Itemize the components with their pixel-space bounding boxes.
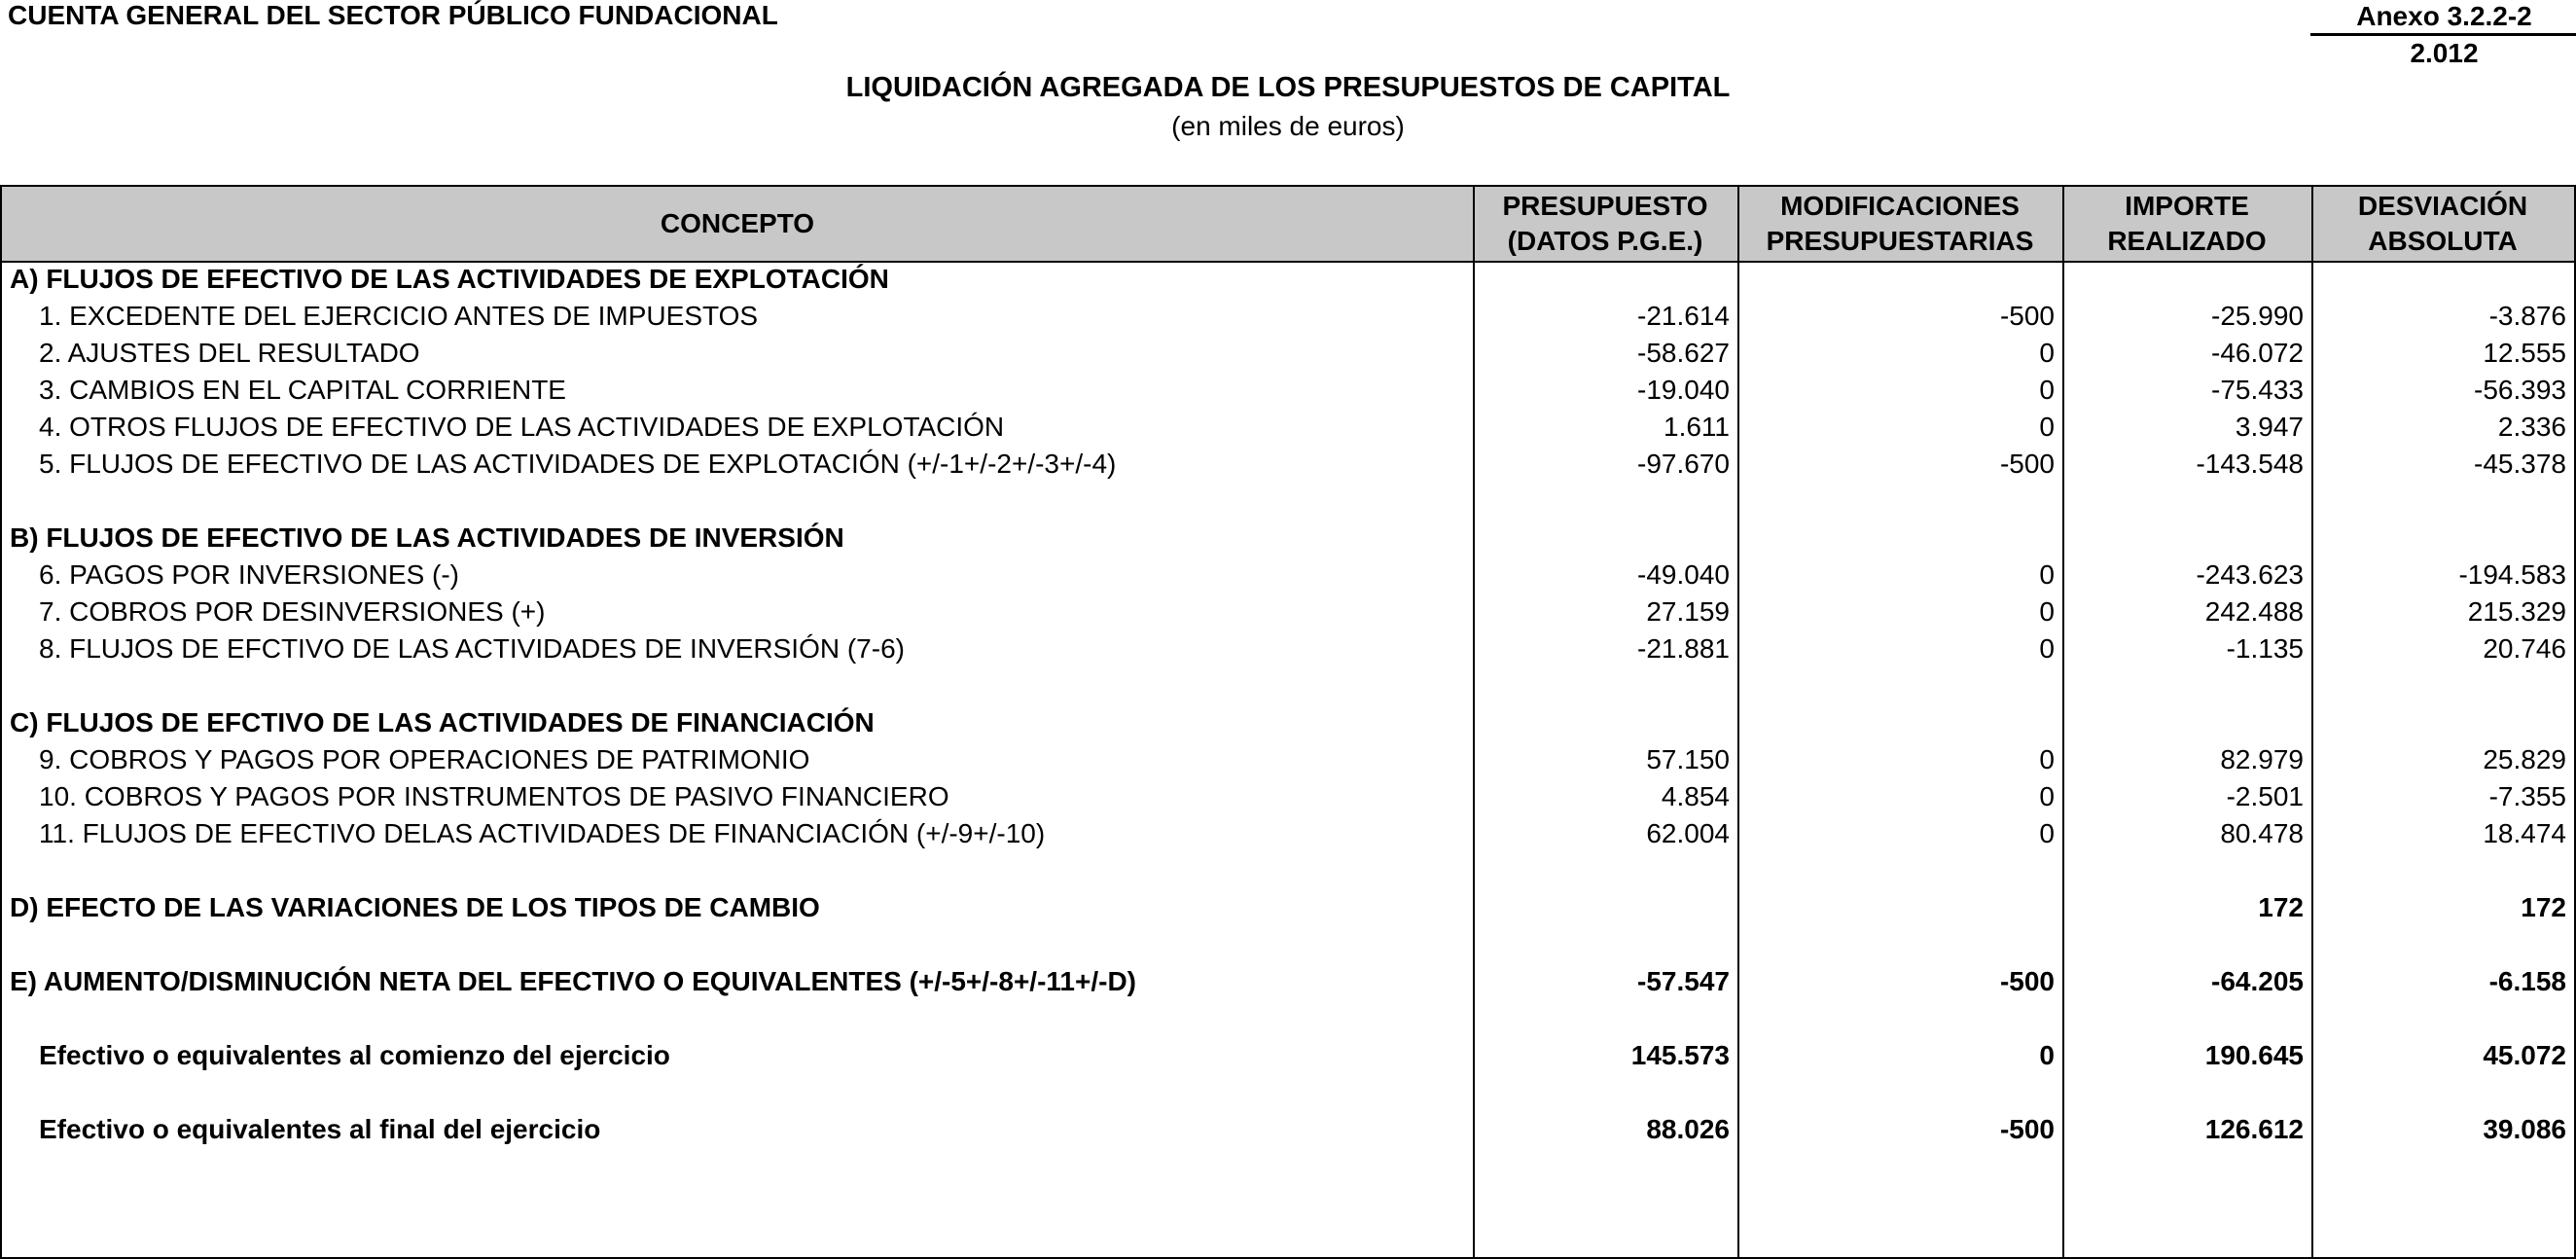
header-importe-line1: IMPORTE (2125, 191, 2249, 221)
cell-importe: 172 (2258, 892, 2304, 922)
entity-title: CUENTA GENERAL DEL SECTOR PÚBLICO FUNDACIONAL (8, 0, 778, 30)
table-row (2, 335, 2574, 372)
cell-modificaciones: 0 (2039, 1040, 2055, 1070)
cell-concepto: C) FLUJOS DE EFCTIVO DE LAS ACTIVIDADES DE FINANCIACIÓN (10, 707, 875, 737)
table-row (2, 594, 2574, 630)
cell-concepto: 10. COBROS Y PAGOS POR INSTRUMENTOS DE PASIVO FINANCIERO (39, 781, 949, 811)
table-row (2, 1111, 2574, 1148)
cell-modificaciones (1737, 1000, 2055, 1037)
cell-importe: -143.548 (2196, 449, 2304, 479)
cell-concepto: A) FLUJOS DE EFECTIVO DE LAS ACTIVIDADES DE EXPLOTACIÓN (10, 264, 889, 294)
cell-presupuesto: 145.573 (1630, 1040, 1730, 1070)
cell-importe (2062, 667, 2304, 704)
budget-table (0, 185, 2576, 1259)
cell-desviacion (2311, 520, 2566, 557)
cell-modificaciones: 0 (2039, 338, 2055, 368)
table-row (2, 815, 2574, 852)
cell-importe: -64.205 (2211, 966, 2304, 996)
page-subtitle: (en miles de euros) (1171, 111, 1405, 141)
cell-desviacion (2311, 704, 2566, 741)
cell-modificaciones (1737, 520, 2055, 557)
table-row (2, 446, 2574, 483)
cell-desviacion: -6.158 (2488, 966, 2566, 996)
cell-modificaciones (1737, 852, 2055, 889)
cell-modificaciones: -500 (1999, 449, 2055, 479)
cell-modificaciones: 0 (2039, 744, 2055, 774)
header-desviacion (2311, 187, 2574, 261)
header-concepto (2, 187, 1473, 261)
cell-presupuesto: -49.040 (1637, 559, 1730, 590)
fiscal-year: 2.012 (2410, 38, 2479, 68)
table-row (2, 889, 2574, 926)
cell-concepto: B) FLUJOS DE EFECTIVO DE LAS ACTIVIDADES DE INVERSIÓN (10, 522, 844, 553)
cell-importe (2062, 926, 2304, 963)
cell-desviacion: -7.355 (2488, 781, 2566, 811)
cell-presupuesto: 88.026 (1646, 1114, 1730, 1144)
table-row (2, 298, 2574, 335)
cell-importe: 80.478 (2220, 818, 2304, 848)
header-concepto-label: CONCEPTO (660, 208, 815, 238)
cell-importe (2062, 520, 2304, 557)
cell-desviacion: 39.086 (2483, 1114, 2566, 1144)
table-row (2, 557, 2574, 594)
header-modificaciones-line1: MODIFICACIONES (1780, 191, 2020, 221)
header-importe-line2: REALIZADO (2107, 226, 2267, 256)
cell-presupuesto (1473, 1074, 1730, 1111)
cell-concepto: 11. FLUJOS DE EFECTIVO DELAS ACTIVIDADES DE FINANCIACIÓN (+/-9+/-10) (39, 818, 1046, 848)
cell-presupuesto: -21.614 (1637, 301, 1730, 331)
table-row (2, 926, 2574, 963)
cell-modificaciones: 0 (2039, 412, 2055, 442)
cell-desviacion: -45.378 (2474, 449, 2566, 479)
cell-importe: -75.433 (2211, 375, 2304, 405)
cell-modificaciones (1737, 926, 2055, 963)
cell-importe (2062, 1074, 2304, 1111)
annex-label: Anexo 3.2.2-2 (2356, 1, 2532, 31)
cell-importe: -2.501 (2226, 781, 2304, 811)
cell-presupuesto (1473, 852, 1730, 889)
header-presupuesto-line2: (DATOS P.G.E.) (1507, 226, 1703, 256)
table-row (2, 1037, 2574, 1074)
cell-modificaciones (1737, 667, 2055, 704)
cell-presupuesto (1473, 667, 1730, 704)
cell-importe (2062, 483, 2304, 520)
cell-importe (2062, 1000, 2304, 1037)
cell-desviacion: 215.329 (2467, 596, 2566, 627)
cell-concepto: 4. OTROS FLUJOS DE EFECTIVO DE LAS ACTIVIDADES DE EXPLOTACIÓN (39, 412, 1005, 442)
cell-importe: -1.135 (2226, 633, 2304, 664)
cell-presupuesto: -97.670 (1637, 449, 1730, 479)
table-row (2, 963, 2574, 1000)
cell-presupuesto (1473, 483, 1730, 520)
cell-presupuesto: -21.881 (1637, 633, 1730, 664)
annex-box (2310, 0, 2576, 71)
cell-desviacion: 25.829 (2483, 744, 2566, 774)
cell-presupuesto (1473, 261, 1730, 298)
header-modificaciones (1737, 187, 2062, 261)
table-row (2, 1074, 2574, 1111)
cell-importe: 82.979 (2220, 744, 2304, 774)
cell-modificaciones: -500 (1999, 966, 2055, 996)
cell-desviacion (2311, 852, 2566, 889)
cell-modificaciones (1737, 889, 2055, 926)
cell-presupuesto: 4.854 (1661, 781, 1730, 811)
table-row (2, 667, 2574, 704)
header-presupuesto-line1: PRESUPUESTO (1502, 191, 1708, 221)
cell-desviacion (2311, 1000, 2566, 1037)
cell-presupuesto (1473, 520, 1730, 557)
cell-desviacion: -56.393 (2474, 375, 2566, 405)
table-row (2, 630, 2574, 667)
cell-presupuesto: 27.159 (1646, 596, 1730, 627)
cell-desviacion: -194.583 (2458, 559, 2566, 590)
table-row (2, 852, 2574, 889)
cell-concepto: 7. COBROS POR DESINVERSIONES (+) (39, 596, 546, 627)
cell-concepto: Efectivo o equivalentes al comienzo del ejercicio (39, 1040, 670, 1070)
cell-concepto: 9. COBROS Y PAGOS POR OPERACIONES DE PATRIMONIO (39, 744, 810, 774)
cell-modificaciones (1737, 704, 2055, 741)
table-row (2, 372, 2574, 409)
cell-desviacion (2311, 667, 2566, 704)
cell-modificaciones: 0 (2039, 559, 2055, 590)
cell-concepto: 5. FLUJOS DE EFECTIVO DE LAS ACTIVIDADES DE EXPLOTACIÓN (+/-1+/-2+/-3+/-4) (39, 449, 1117, 479)
cell-desviacion: 2.336 (2497, 412, 2566, 442)
cell-presupuesto (1473, 926, 1730, 963)
cell-presupuesto: 57.150 (1646, 744, 1730, 774)
cell-modificaciones: 0 (2039, 818, 2055, 848)
header-importe (2062, 187, 2311, 261)
cell-concepto: 8. FLUJOS DE EFCTIVO DE LAS ACTIVIDADES DE INVERSIÓN (7-6) (39, 633, 905, 664)
cell-importe: -46.072 (2211, 338, 2304, 368)
cell-modificaciones: 0 (2039, 375, 2055, 405)
header-desviacion-line2: ABSOLUTA (2368, 226, 2518, 256)
cell-desviacion: 18.474 (2483, 818, 2566, 848)
header-presupuesto (1473, 187, 1737, 261)
cell-importe: 126.612 (2204, 1114, 2304, 1144)
table-row (2, 483, 2574, 520)
cell-presupuesto (1473, 704, 1730, 741)
cell-desviacion: 172 (2521, 892, 2566, 922)
cell-concepto: Efectivo o equivalentes al final del ejercicio (39, 1114, 601, 1144)
cell-modificaciones: -500 (1999, 301, 2055, 331)
cell-presupuesto: 1.611 (1664, 412, 1730, 442)
cell-presupuesto (1473, 1000, 1730, 1037)
cell-presupuesto: -57.547 (1637, 966, 1730, 996)
cell-desviacion (2311, 1074, 2566, 1111)
cell-concepto: 6. PAGOS POR INVERSIONES (-) (39, 559, 460, 590)
cell-importe: 190.645 (2204, 1040, 2304, 1070)
cell-importe: 242.488 (2204, 596, 2304, 627)
cell-presupuesto: -58.627 (1637, 338, 1730, 368)
table-row (2, 261, 2574, 298)
cell-modificaciones: -500 (1999, 1114, 2055, 1144)
cell-desviacion: 20.746 (2483, 633, 2566, 664)
cell-presupuesto: 62.004 (1646, 818, 1730, 848)
cell-importe (2062, 704, 2304, 741)
cell-concepto: D) EFECTO DE LAS VARIACIONES DE LOS TIPOS DE CAMBIO (10, 892, 820, 922)
cell-importe: -25.990 (2211, 301, 2304, 331)
table-row (2, 778, 2574, 815)
cell-presupuesto (1473, 889, 1730, 926)
cell-importe (2062, 261, 2304, 298)
cell-desviacion (2311, 926, 2566, 963)
page-title: LIQUIDACIÓN AGREGADA DE LOS PRESUPUESTOS DE CAPITAL (845, 72, 1731, 103)
cell-importe: 3.947 (2235, 412, 2304, 442)
cell-modificaciones: 0 (2039, 781, 2055, 811)
table-row (2, 741, 2574, 778)
cell-concepto: 3. CAMBIOS EN EL CAPITAL CORRIENTE (39, 375, 566, 405)
cell-presupuesto: -19.040 (1637, 375, 1730, 405)
cell-modificaciones (1737, 261, 2055, 298)
cell-desviacion (2311, 483, 2566, 520)
table-row (2, 520, 2574, 557)
cell-importe (2062, 852, 2304, 889)
cell-concepto: 2. AJUSTES DEL RESULTADO (39, 338, 420, 368)
cell-desviacion: 45.072 (2483, 1040, 2566, 1070)
cell-modificaciones: 0 (2039, 633, 2055, 664)
cell-concepto: E) AUMENTO/DISMINUCIÓN NETA DEL EFECTIVO O EQUIVALENTES (+/-5+/-8+/-11+/-D) (10, 966, 1137, 996)
cell-modificaciones (1737, 1074, 2055, 1111)
cell-desviacion: -3.876 (2488, 301, 2566, 331)
cell-importe: -243.623 (2196, 559, 2304, 590)
cell-desviacion: 12.555 (2483, 338, 2566, 368)
header-modificaciones-line2: PRESUPUESTARIAS (1766, 226, 2034, 256)
table-row (2, 1000, 2574, 1037)
cell-modificaciones: 0 (2039, 596, 2055, 627)
cell-modificaciones (1737, 483, 2055, 520)
table-row (2, 409, 2574, 446)
header-desviacion-line1: DESVIACIÓN (2357, 191, 2528, 221)
cell-desviacion (2311, 261, 2566, 298)
table-row (2, 704, 2574, 741)
cell-concepto: 1. EXCEDENTE DEL EJERCICIO ANTES DE IMPUESTOS (39, 301, 759, 331)
